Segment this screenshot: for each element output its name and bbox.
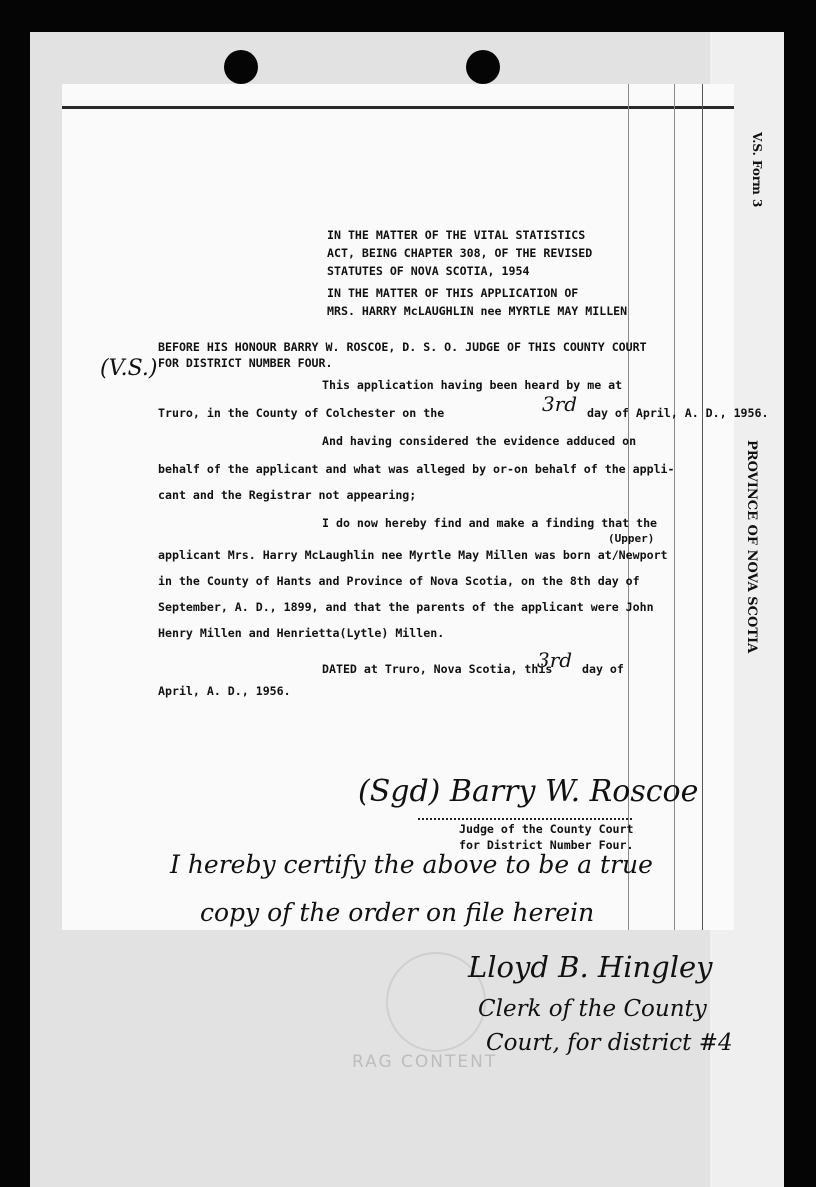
heading-line: MRS. HARRY McLAUGHLIN nee MYRTLE MAY MILLEN — [327, 304, 628, 318]
form-number: V.S. Form 3 — [750, 132, 764, 208]
dated-line: day of — [582, 662, 624, 676]
paragraph-line: day of April, A. D., 1956. — [587, 406, 769, 420]
heading-line: ACT, BEING CHAPTER 308, OF THE REVISED — [327, 246, 593, 260]
paragraph-line: in the County of Hants and Province of Nova Scotia, on the 8th day of — [158, 574, 640, 588]
paragraph-line: cant and the Registrar not appearing; — [158, 488, 417, 502]
court-line: BEFORE HIS HONOUR BARRY W. ROSCOE, D. S. O. JUDGE OF THIS COUNTY COURT — [158, 340, 647, 354]
paragraph-line: And having considered the evidence adduced on — [322, 434, 637, 448]
court-line: FOR DISTRICT NUMBER FOUR. — [158, 356, 333, 370]
paragraph-line: Truro, in the County of Colchester on the — [158, 406, 445, 420]
punch-hole — [466, 50, 500, 84]
handwritten-day: 3rd — [542, 392, 578, 416]
heading-line: IN THE MATTER OF THIS APPLICATION OF — [327, 286, 579, 300]
judge-title: for District Number Four. — [459, 838, 634, 852]
dated-line: DATED at Truro, Nova Scotia, this — [322, 662, 553, 676]
dated-line: April, A. D., 1956. — [158, 684, 291, 698]
clerk-signature: Lloyd B. Hingley — [468, 950, 713, 984]
paragraph-line: Henry Millen and Henrietta(Lytle) Millen. — [158, 626, 445, 640]
punch-hole — [224, 50, 258, 84]
insertion-note: (Upper) — [608, 532, 655, 545]
handwritten-day: 3rd — [537, 648, 573, 672]
judge-title: Judge of the County Court — [459, 822, 634, 836]
certification-line: copy of the order on file herein — [200, 898, 595, 927]
paragraph-line: September, A. D., 1899, and that the parents of the applicant were John — [158, 600, 654, 614]
province-heading: PROVINCE OF NOVA SCOTIA — [744, 440, 759, 654]
paragraph-line: This application having been heard by me at — [322, 378, 623, 392]
certification-line: I hereby certify the above to be a true — [170, 850, 653, 879]
clerk-title: Clerk of the County — [478, 996, 707, 1022]
paragraph-line: I do now hereby find and make a finding that the — [322, 516, 658, 530]
column-line — [702, 84, 703, 930]
clerk-title: Court, for district #4 — [486, 1030, 733, 1056]
rag-content-watermark: RAG CONTENT — [352, 1052, 498, 1072]
margin-note: (V.S.) — [100, 356, 158, 381]
paragraph-line: behalf of the applicant and what was alleged by or-on behalf of the appli- — [158, 462, 675, 476]
judge-signature: (Sgd) Barry W. Roscoe — [358, 774, 699, 809]
heading-line: IN THE MATTER OF THE VITAL STATISTICS — [327, 228, 586, 242]
form-rule — [62, 106, 734, 109]
heading-line: STATUTES OF NOVA SCOTIA, 1954 — [327, 264, 530, 278]
paragraph-line: applicant Mrs. Harry McLaughlin nee Myrtle May Millen was born at/Newport — [158, 548, 668, 562]
